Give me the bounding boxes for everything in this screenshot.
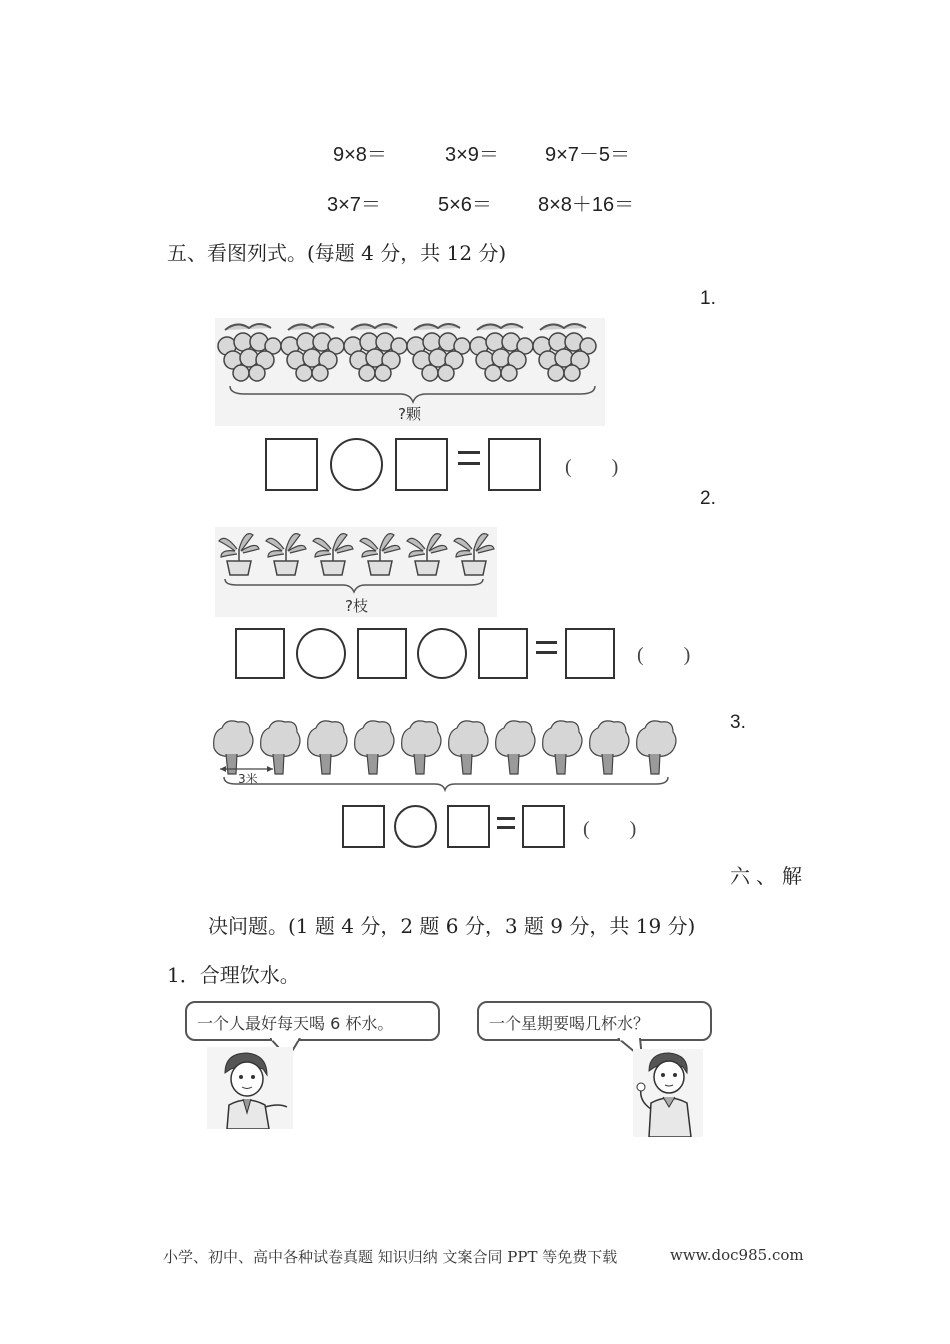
brace-icon: [224, 777, 668, 790]
tree-icon: [355, 721, 394, 774]
distance-label: 3米: [238, 772, 258, 786]
answer-box[interactable]: [447, 805, 490, 848]
operator-circle[interactable]: [394, 805, 437, 848]
answer-box[interactable]: [357, 628, 407, 679]
calc-item: 3×7＝: [327, 194, 381, 216]
calc-item: 8×8＋16＝: [538, 194, 635, 216]
operator-circle[interactable]: [330, 438, 383, 491]
tree-icon: [214, 721, 253, 774]
question-number-2: 2.: [700, 488, 716, 509]
girl-illustration: [207, 1047, 293, 1129]
answer-box[interactable]: [565, 628, 615, 679]
tree-icon: [261, 721, 300, 774]
speech-bubble-text: 一个星期要喝几杯水？: [489, 1014, 650, 1033]
operator-circle[interactable]: [417, 628, 467, 679]
answer-box[interactable]: [342, 805, 385, 848]
section-6-heading-rest: 决问题。(1 题 4 分，2 题 6 分，3 题 9 分，共 19 分): [208, 914, 696, 938]
calc-item: 9×8＝: [333, 144, 387, 166]
unit-parentheses[interactable]: ( ): [565, 456, 619, 478]
tree-icon: [496, 721, 535, 774]
tree-icon: [402, 721, 441, 774]
operator-circle[interactable]: [296, 628, 346, 679]
section-6-heading-start: 六、解: [730, 864, 808, 888]
footer-website-link[interactable]: www.doc985.com: [670, 1246, 804, 1264]
answer-box[interactable]: [522, 805, 565, 848]
unit-parentheses[interactable]: ( ): [583, 818, 637, 840]
grapes-label: ?颗: [398, 405, 421, 423]
answer-box[interactable]: [265, 438, 318, 491]
tree-icon: [590, 721, 629, 774]
flowers-label: ?枝: [345, 597, 368, 615]
unit-parentheses[interactable]: ( ): [637, 644, 691, 666]
question-number-1: 1.: [700, 288, 716, 309]
tree-icon: [449, 721, 488, 774]
equals-sign-icon: [497, 817, 515, 829]
speech-bubble-right: [477, 1001, 712, 1041]
calc-item: 5×6＝: [438, 194, 492, 216]
speech-bubble-text: 一个人最好每天喝 6 杯水。: [197, 1014, 394, 1033]
answer-box[interactable]: [235, 628, 285, 679]
section-5-heading: 五、看图列式。(每题 4 分，共 12 分): [167, 241, 507, 265]
answer-box[interactable]: [395, 438, 448, 491]
equals-sign-icon: [458, 451, 480, 465]
footer-description: 小学、初中、高中各种试卷真题 知识归纳 文案合同 PPT 等免费下载: [163, 1248, 618, 1266]
answer-box[interactable]: [478, 628, 528, 679]
calc-item: 9×7－5＝: [545, 144, 631, 166]
tree-icon: [637, 721, 676, 774]
answer-box[interactable]: [488, 438, 541, 491]
calc-item: 3×9＝: [445, 144, 499, 166]
boy-illustration: [633, 1049, 703, 1137]
trees-illustration: [210, 718, 680, 792]
flower-pots-illustration: [215, 527, 497, 617]
question-number-3: 3.: [730, 712, 746, 733]
tree-icon: [543, 721, 582, 774]
question-1-title: 1．合理饮水。: [167, 963, 300, 987]
tree-icon: [308, 721, 347, 774]
grapes-illustration: [215, 318, 605, 426]
equals-sign-icon: [536, 641, 557, 654]
speech-bubble-left: [185, 1001, 440, 1041]
